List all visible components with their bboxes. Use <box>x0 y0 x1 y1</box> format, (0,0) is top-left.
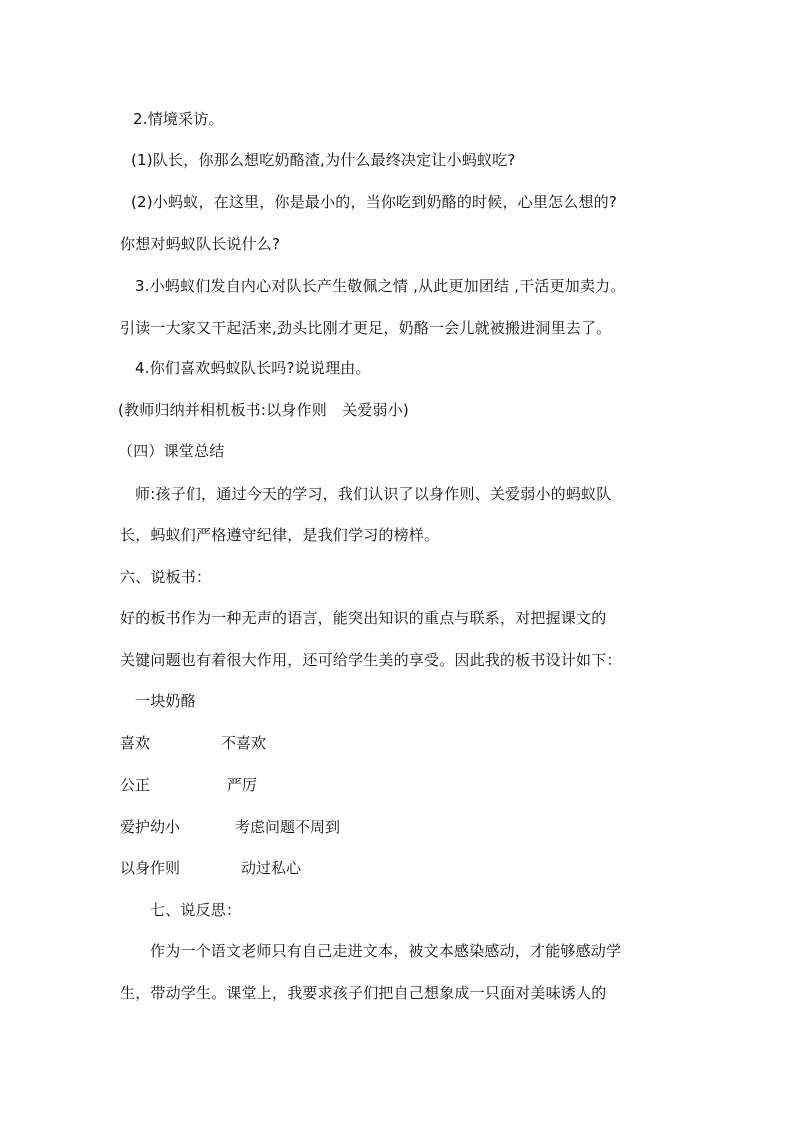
section-heading-reflection: 七、说反思： <box>150 901 242 919</box>
text-line-teacher-speech: 师:孩子们，通过今天的学习，我们认识了以身作则、关爱弱小的蚂蚁队 <box>135 485 612 503</box>
text-line-step-4: 4.你们喜欢蚂蚁队长吗?说说理由。 <box>135 359 371 377</box>
text-line-teacher-summary: (教师归纳并相机板书:以身作则 关爱弱小) <box>118 401 409 419</box>
text-line-step-3: 3.小蚂蚁们发自内心对队长产生敬佩之情 ,从此更加团结 ,干活更加卖力。 <box>135 277 626 295</box>
board-right-cell: 考虑问题不周到 <box>235 818 341 836</box>
text-line-question-1: (1)队长，你那么想吃奶酪渣,为什么最终决定让小蚂蚁吃? <box>131 151 516 169</box>
text-line-board-intro-cont: 关键问题也有着很大作用，还可给学生美的享受。因此我的板书设计如下： <box>120 651 622 669</box>
board-left-cell: 公正 <box>120 776 151 794</box>
board-left-cell: 喜欢 <box>120 734 151 752</box>
board-left-cell: 爱护幼小 <box>120 818 181 836</box>
text-line-step-3-cont: 引读一大家又干起活来,劲头比刚才更足，奶酪一会儿就被搬进洞里去了。 <box>120 319 612 337</box>
text-line-board-intro: 好的板书作为一种无声的语言，能突出知识的重点与联系，对把握课文的 <box>120 609 607 627</box>
board-right-cell: 严厉 <box>227 776 258 794</box>
board-right-cell: 动过私心 <box>241 859 302 877</box>
board-left-cell: 以身作则 <box>120 859 181 877</box>
board-title: 一块奶酪 <box>135 692 196 710</box>
section-heading-board: 六、说板书： <box>120 568 212 586</box>
board-right-cell: 不喜欢 <box>221 734 267 752</box>
text-line-question-2-cont: 你想对蚂蚁队长说什么? <box>120 235 281 253</box>
text-line-question-2: (2)小蚂蚁，在这里，你是最小的，当你吃到奶酪的时候，心里怎么想的? <box>131 193 618 211</box>
section-heading-class-summary: （四）课堂总结 <box>118 442 225 460</box>
text-line-reflection-cont: 生，带动学生。课堂上，我要求孩子们把自己想象成一只面对美味诱人的 <box>120 984 607 1002</box>
text-line-reflection: 作为一个语文老师只有自己走进文本，被文本感染感动，才能够感动学 <box>150 942 622 960</box>
text-line-teacher-speech-cont: 长，蚂蚁们严格遵守纪律，是我们学习的榜样。 <box>120 526 440 544</box>
text-line-situation-interview: 2.情境采访。 <box>133 110 224 128</box>
